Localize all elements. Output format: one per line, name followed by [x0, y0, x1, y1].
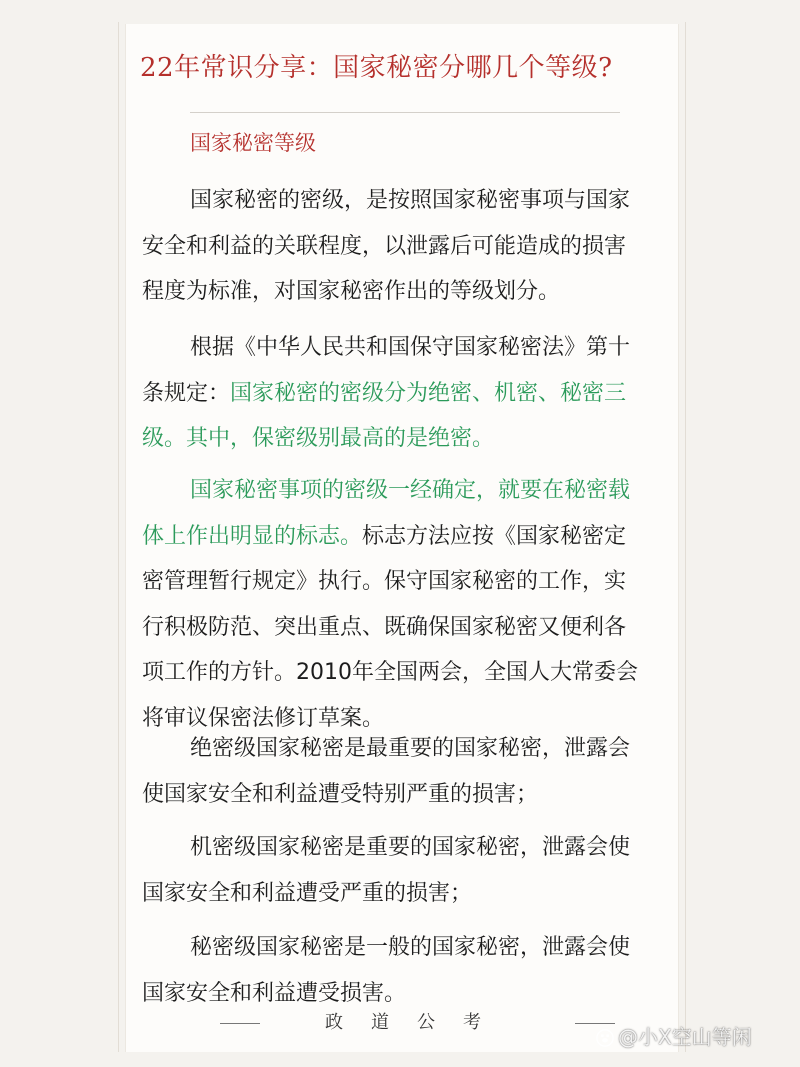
paragraph-confidential [142, 925, 672, 1016]
text-line [142, 224, 672, 270]
footer-dash-left [220, 1023, 260, 1024]
body-text: 秘密级国家秘密是一般的国家秘密，泄露会使 [190, 935, 631, 960]
highlighted-text: 级。其中，保密级别最高的是绝密。 [142, 426, 495, 451]
body-text: 根据《中华人民共和国保守国家秘密法》第十 [190, 335, 631, 360]
title-divider [190, 112, 620, 113]
body-text: 国家秘密的密级，是按照国家秘密事项与国家 [190, 188, 631, 213]
paragraph-definition [142, 178, 672, 315]
body-text: 行积极防范、突出重点、既确保国家秘密又便利各 [142, 614, 627, 640]
footer-brand: 政道公考 [325, 1012, 509, 1033]
text-line [142, 468, 672, 514]
text-line [142, 871, 672, 917]
body-text: 绝密级国家秘密是最重要的国家秘密，泄露会 [190, 736, 631, 761]
paragraph-marking [142, 468, 672, 741]
paw-icon [596, 1029, 614, 1047]
text-line [142, 269, 672, 315]
body-text: 项工作的方针。2010年全国两会，全国人大常委会 [142, 660, 638, 685]
text-line [142, 514, 672, 560]
text-line [142, 825, 672, 871]
text-line [142, 559, 672, 605]
body-text: 条规定： [142, 380, 231, 406]
body-text: 程度为标准，对国家秘密作出的等级划分。 [142, 279, 561, 304]
text-line [142, 325, 672, 371]
highlighted-text: 体上作出明显的标志。 [142, 523, 363, 549]
highlighted-text: 国家秘密事项的密级一经确定，就要在秘密载 [190, 478, 631, 503]
body-text: 国家安全和利益遭受损害。 [142, 980, 407, 1006]
text-line [142, 178, 672, 224]
footer [220, 1008, 620, 1038]
text-line [142, 371, 672, 417]
body-text: 使国家安全和利益遭受特别严重的损害； [142, 781, 539, 807]
text-line [142, 772, 672, 818]
watermark-text: @小X空山等闲 [618, 1025, 752, 1049]
section-heading: 国家秘密等级 [190, 131, 316, 155]
text-line [142, 925, 672, 971]
page-title: 22年常识分享：国家秘密分哪几个等级? [140, 53, 613, 83]
text-line [142, 650, 672, 696]
body-text: 密管理暂行规定》执行。保守国家秘密的工作，实 [142, 569, 627, 594]
body-text: 机密级国家秘密是重要的国家秘密，泄露会使 [190, 835, 631, 860]
text-line [142, 605, 672, 651]
body-text: 将审议保密法修订草案。 [142, 705, 385, 731]
paragraph-secret [142, 825, 672, 916]
body-text: 标志方法应按《国家秘密定 [362, 523, 627, 549]
watermark [596, 1022, 752, 1052]
body-text: 国家安全和利益遭受严重的损害； [142, 880, 473, 906]
text-line [142, 416, 672, 462]
paragraph-legal-basis [142, 325, 672, 462]
text-line [142, 726, 672, 772]
body-text: 安全和利益的关联程度，以泄露后可能造成的损害 [142, 233, 627, 259]
paragraph-top-secret [142, 726, 672, 817]
highlighted-text: 国家秘密的密级分为绝密、机密、秘密三 [230, 380, 627, 406]
